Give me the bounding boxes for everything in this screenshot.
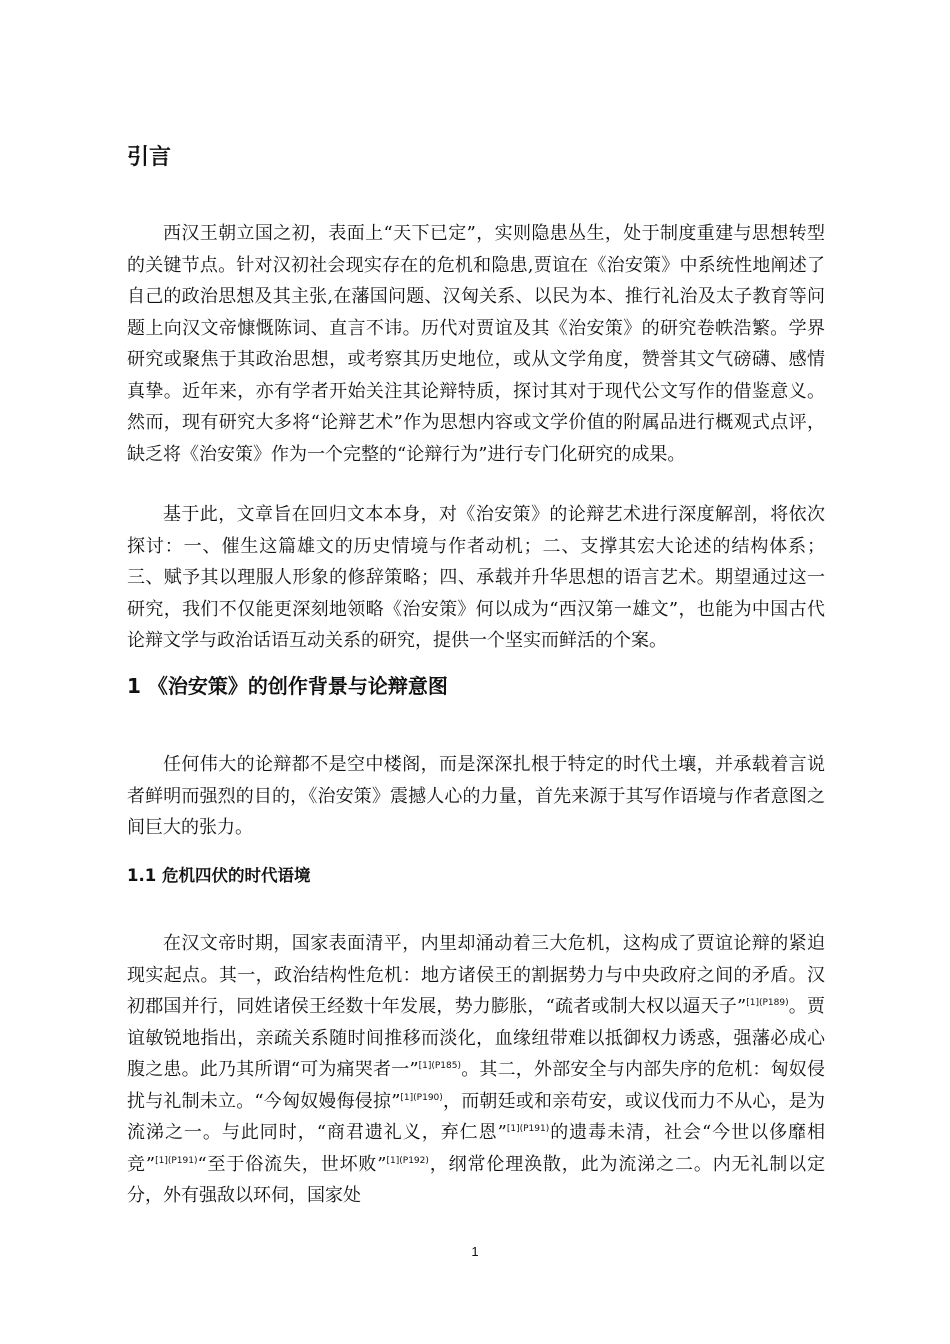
citation: [1](P191) [155, 1155, 198, 1166]
citation: [1](P190) [400, 1092, 443, 1103]
intro-paragraph-1: 西汉王朝立国之初，表面上“天下已定”，实则隐患丛生，处于制度重建与思想转型的关键节点。针对汉初社会现实存在的危机和隐患,贾谊在《治安策》中系统性地阐述了自己的政治思想及其主张,在藩国问题、汉匈关系、以民为本、推行礼治及太子教育等问题上向汉文帝慷慨陈词、直言不讳。历代对贾谊及其《治安策》的研究卷帙浩繁。学界研究或聚焦于其政治思想，或考察其历史地位，或从文学角度，赞誉其文气磅礴、感情真挚。近年来，亦有学者开始关注其论辩特质，探讨其对于现代公文写作的借鉴意义。然而，现有研究大多将“论辩艺术”作为思想内容或文学价值的附属品进行概观式点评，缺乏将《治安策》作为一个完整的“论辩行为”进行专门化研究的成果。 [127, 223, 825, 465]
heading-section-1-1: 1.1 危机四伏的时代语境 [127, 866, 311, 885]
body-text: 。其二，外部安全与内部失序的危机：匈奴侵扰与礼制未立。“今匈奴嫚侮侵掠” [127, 1059, 825, 1112]
heading-introduction: 引言 [127, 145, 172, 170]
citation: [1](P191) [506, 1124, 550, 1134]
citation: [1](P189) [746, 998, 789, 1008]
body-text: 。贾谊敏锐地指出，亲疏关系随时间推移而淡化，血缘纽带难以抵御权力诱惑，强藩必成心腹之患。此乃其所谓“可为痛哭者一” [127, 996, 826, 1080]
body-text: ，而朝廷或和亲苟安，或议伐而力不从心，是为流涕之一。与此同时，“商君遗礼义，弃仁恩” [127, 1090, 825, 1143]
heading-section-1: 1 《治安策》的创作背景与论辩意图 [127, 674, 448, 698]
body-text: ，纲常伦理涣散，此为流涕之二。内无礼制以定分，外有强敌以环伺，国家处 [127, 1153, 826, 1206]
citation: [1](P192) [386, 1155, 429, 1166]
body-text: 的遗毒未清，社会“今世以侈靡相竞” [127, 1122, 826, 1175]
section-1-1-paragraph [127, 928, 825, 1212]
citation: [1](P185) [418, 1061, 461, 1071]
section-1-paragraph: 任何伟大的论辩都不是空中楼阁，而是深深扎根于特定的时代土壤，并承载着言说者鲜明而强烈的目的，《治安策》震撼人心的力量，首先来源于其写作语境与作者意图之间巨大的张力。 [127, 754, 825, 838]
body-text: “至于俗流失，世坏败” [197, 1153, 387, 1175]
intro-paragraph-2: 基于此，文章旨在回归文本本身，对《治安策》的论辩艺术进行深度解剖，将依次探讨：一、催生这篇雄文的历史情境与作者动机；二、支撑其宏大论述的结构体系；三、赋予其以理服人形象的修辞策略；四、承载并升华思想的语言艺术。期望通过这一研究，我们不仅能更深刻地领略《治安策》何以成为“西汉第一雄文”，也能为中国古代论辩文学与政治话语互动关系的研究，提供一个坚实而鲜活的个案。 [127, 504, 825, 651]
page-number: 1 [471, 1244, 479, 1259]
body-text: 在汉文帝时期，国家表面清平，内里却涌动着三大危机，这构成了贾谊论辩的紧迫现实起点。其一，政治结构性危机：地方诸侯王的割据势力与中央政府之间的矛盾。汉初郡国并行，同姓诸侯王经数十年发展，势力膨胀，“疏者或制大权以逼天子” [127, 933, 825, 1017]
